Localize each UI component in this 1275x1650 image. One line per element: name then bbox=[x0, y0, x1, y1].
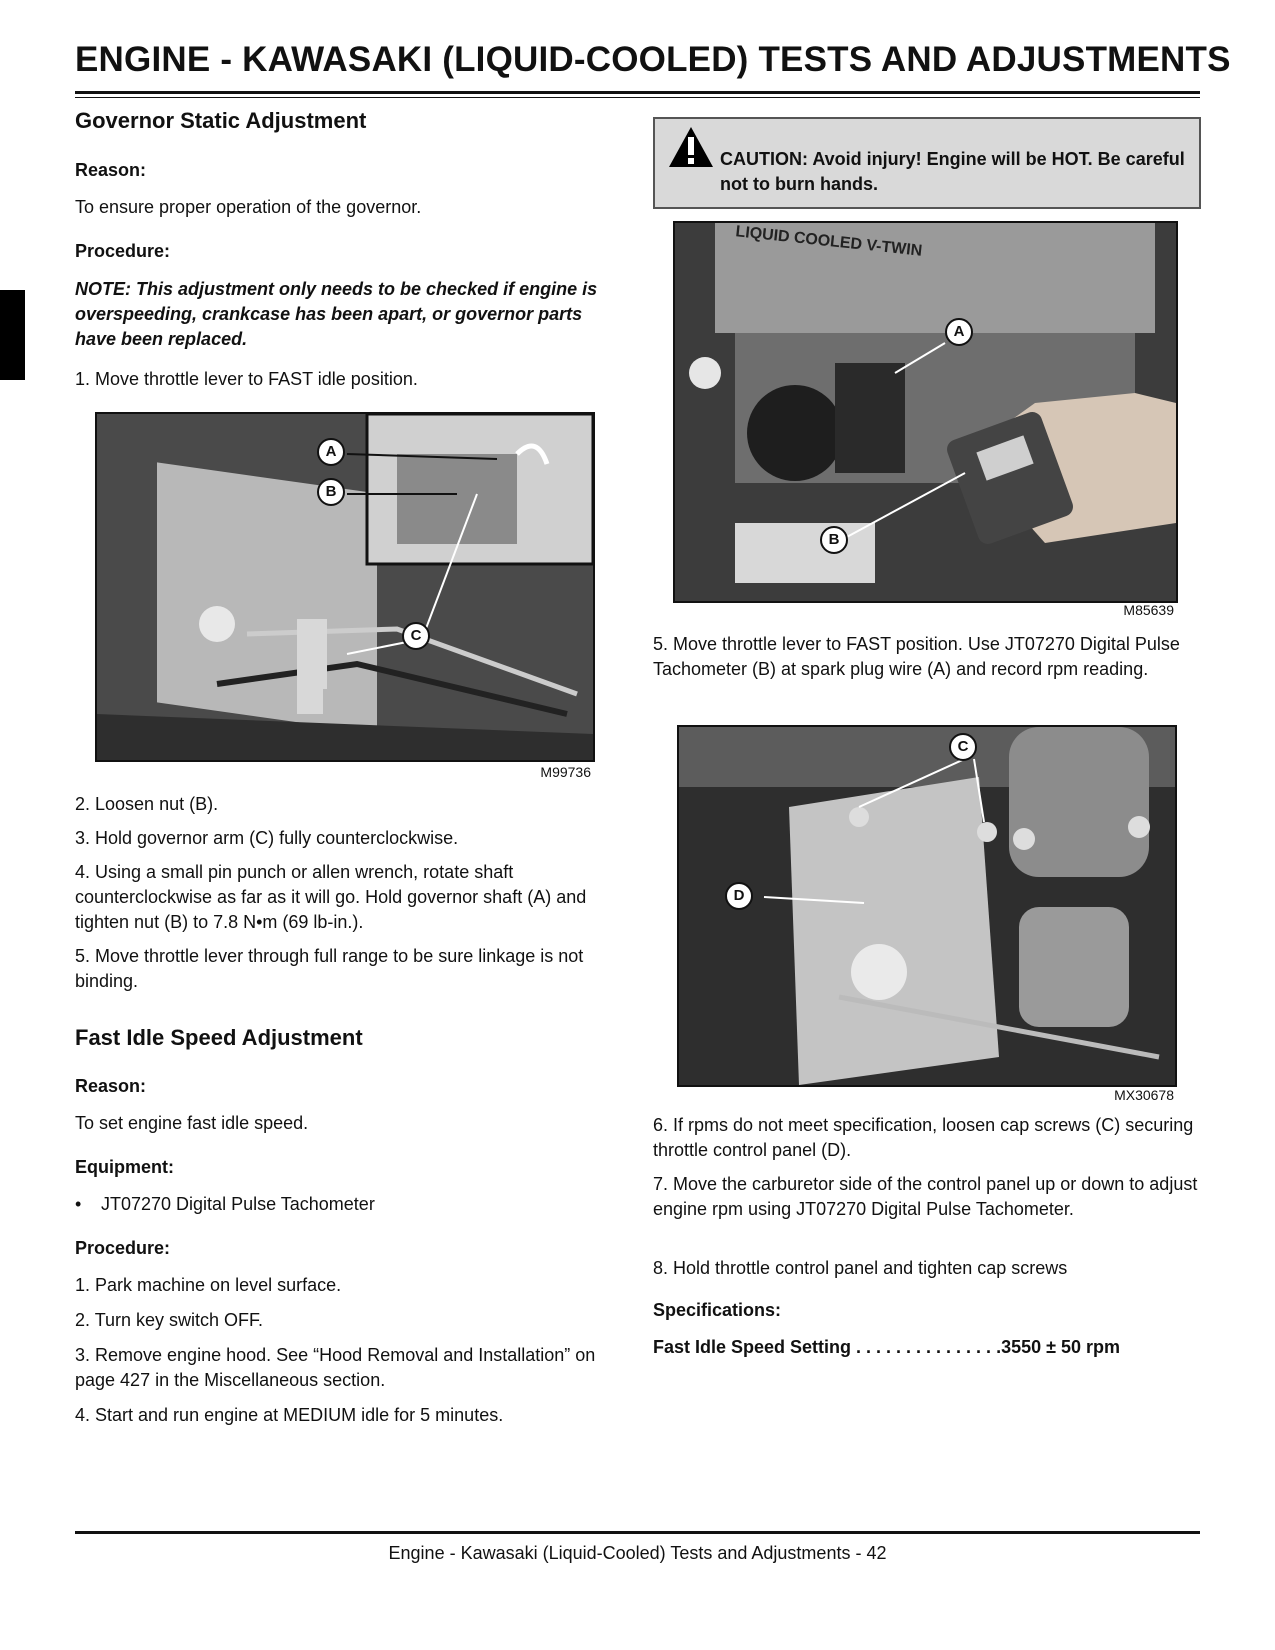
governor-reason-text: To ensure proper operation of the governor. bbox=[75, 197, 422, 217]
fast-idle-procedure-label: Procedure: bbox=[75, 1238, 171, 1258]
figure-id: M99736 bbox=[540, 764, 591, 780]
figure-id: MX30678 bbox=[1114, 1087, 1174, 1103]
section-tab-marker bbox=[0, 290, 25, 380]
spec-value: 3550 ± 50 rpm bbox=[1001, 1337, 1121, 1357]
governor-heading: Governor Static Adjustment bbox=[75, 108, 367, 133]
fast-idle-step-6: 6. If rpms do not meet specification, loosen cap screws (C) securing throttle control panel (D). bbox=[653, 1115, 1194, 1160]
specifications-label: Specifications: bbox=[653, 1300, 782, 1320]
fast-idle-step-8: 8. Hold throttle control panel and tighten cap screws bbox=[653, 1258, 1068, 1278]
fast-idle-reason-text: To set engine fast idle speed. bbox=[75, 1113, 309, 1133]
callout-c: C bbox=[949, 733, 977, 761]
tachometer-photo-drawing bbox=[675, 223, 1176, 601]
tachometer-photo bbox=[673, 221, 1178, 603]
fast-idle-step-7: 7. Move the carburetor side of the control panel up or down to adjust engine rpm using JT07270 Digital Pulse Tachometer. bbox=[653, 1174, 1198, 1219]
fast-idle-step-2: 2. Turn key switch OFF. bbox=[75, 1310, 264, 1330]
callout-b: B bbox=[317, 478, 345, 506]
title-rule-thin bbox=[75, 97, 1200, 98]
spec-row bbox=[653, 1337, 1200, 1358]
fast-idle-step-1: 1. Park machine on level surface. bbox=[75, 1275, 342, 1295]
page-footer: Engine - Kawasaki (Liquid-Cooled) Tests and Adjustments - 42 bbox=[388, 1543, 887, 1563]
governor-photo-drawing bbox=[97, 414, 593, 760]
footer-rule bbox=[75, 1531, 1200, 1534]
callout-b: B bbox=[820, 526, 848, 554]
governor-linkage-photo bbox=[95, 412, 595, 762]
governor-note: NOTE: This adjustment only needs to be checked if engine is overspeeding, crankcase has been apart, or governor parts have been replaced. bbox=[75, 279, 598, 349]
equipment-item-text: JT07270 Digital Pulse Tachometer bbox=[101, 1194, 375, 1214]
figure-id: M85639 bbox=[1123, 602, 1174, 618]
fast-idle-heading: Fast Idle Speed Adjustment bbox=[75, 1025, 363, 1050]
governor-step-1: 1. Move throttle lever to FAST idle position. bbox=[75, 369, 418, 389]
callout-a: A bbox=[317, 438, 345, 466]
fast-idle-step-5: 5. Move throttle lever to FAST position. Use JT07270 Digital Pulse Tachometer (B) at spark plug wire (A) and record rpm reading. bbox=[653, 634, 1180, 679]
callout-a: A bbox=[945, 318, 973, 346]
governor-step-5: 5. Move throttle lever through full range to be sure linkage is not binding. bbox=[75, 946, 584, 991]
warning-triangle-icon bbox=[667, 125, 715, 169]
bullet: • bbox=[75, 1194, 82, 1214]
title-rule bbox=[75, 91, 1200, 94]
caution-text: CAUTION: Avoid injury! Engine will be HOT. Be careful not to burn hands. bbox=[720, 149, 1185, 194]
governor-step-4: 4. Using a small pin punch or allen wrench, rotate shaft counterclockwise as far as it will go. Hold governor shaft (A) and tighten nut (B) to 7.8 N•m (69 lb-in.). bbox=[75, 862, 587, 932]
equipment-item bbox=[75, 1192, 615, 1217]
spec-name: Fast Idle Speed Setting . . . . . . . . . . . . . . . bbox=[653, 1337, 1002, 1357]
caution-box bbox=[653, 117, 1201, 209]
control-panel-photo-drawing bbox=[679, 727, 1175, 1085]
page-title: ENGINE - KAWASAKI (LIQUID-COOLED) TESTS AND ADJUSTMENTS bbox=[75, 40, 1231, 79]
governor-procedure-label: Procedure: bbox=[75, 241, 171, 261]
callout-c: C bbox=[402, 622, 430, 650]
engine-label-text: LIQUID COOLED V-TWIN bbox=[734, 223, 923, 260]
equipment-label: Equipment: bbox=[75, 1157, 174, 1177]
fast-idle-reason-label: Reason: bbox=[75, 1076, 147, 1096]
governor-step-2: 2. Loosen nut (B). bbox=[75, 794, 219, 814]
fast-idle-step-4: 4. Start and run engine at MEDIUM idle for 5 minutes. bbox=[75, 1405, 504, 1425]
governor-reason-label: Reason: bbox=[75, 160, 147, 180]
control-panel-photo bbox=[677, 725, 1177, 1087]
fast-idle-step-3: 3. Remove engine hood. See “Hood Removal and Installation” on page 427 in the Miscellaneous section. bbox=[75, 1345, 596, 1390]
callout-d: D bbox=[725, 882, 753, 910]
governor-step-3: 3. Hold governor arm (C) fully counterclockwise. bbox=[75, 828, 459, 848]
